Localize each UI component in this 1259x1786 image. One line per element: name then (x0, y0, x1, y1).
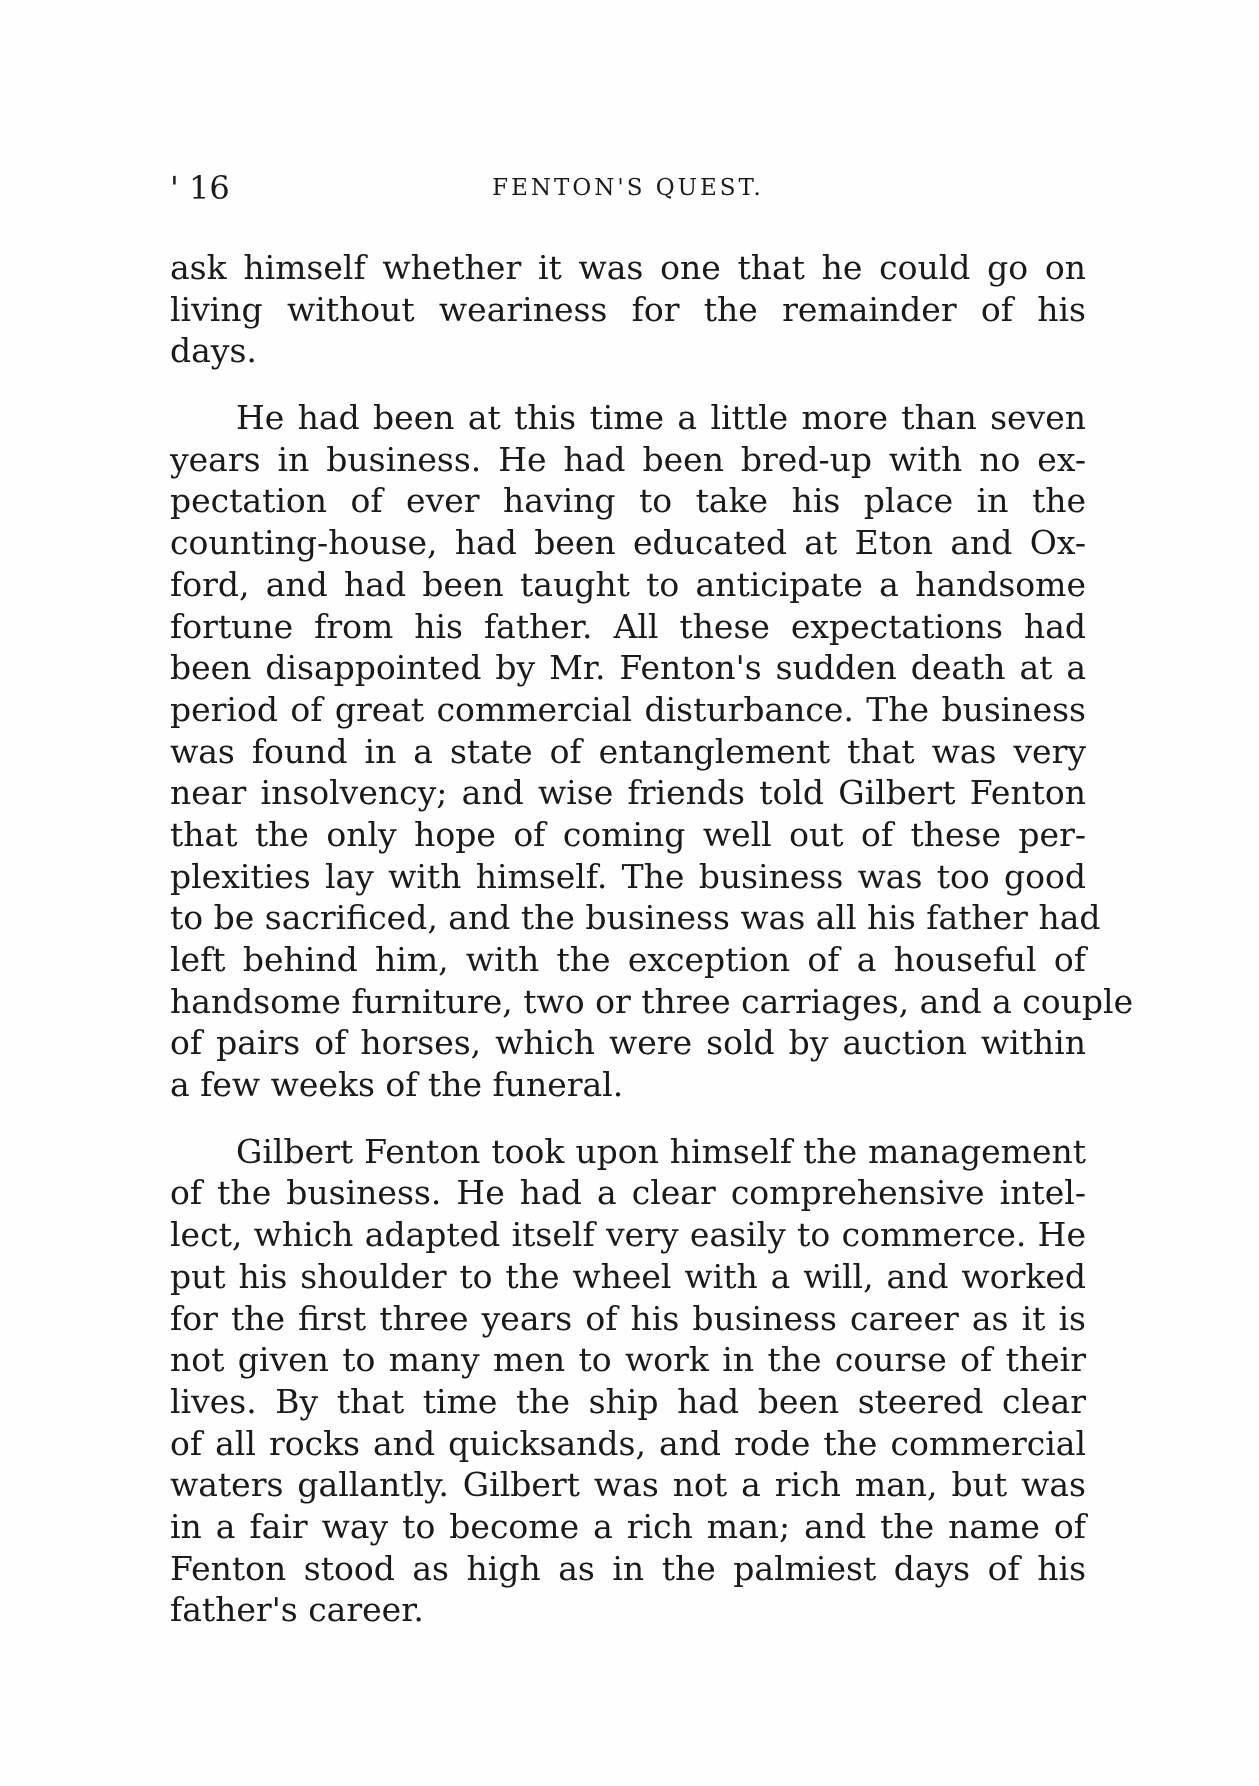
text-line: fortune from his father. All these expectations had (170, 606, 1086, 646)
text-line: counting-house, had been educated at Eton and Ox- (170, 523, 1086, 563)
text-line: that the only hope of coming well out of these per- (170, 814, 1086, 854)
text-line: years in business. He had been bred-up with no ex- (170, 439, 1086, 479)
text-line: lives. By that time the ship had been steered clear (170, 1381, 1086, 1421)
text-line: ask himself whether it was one that he could go on (170, 248, 1086, 287)
text-line: father's career. (170, 1590, 424, 1630)
paragraph-3 (170, 1131, 1086, 1631)
text-line: was found in a state of entanglement that was very (170, 731, 1086, 771)
body-text (170, 247, 1134, 1631)
text-line: Gilbert Fenton took upon himself the management (236, 1131, 1086, 1171)
text-line: in a fair way to become a rich man; and the name of (170, 1506, 1086, 1546)
text-line: of pairs of horses, which were sold by auction within (170, 1023, 1086, 1063)
text-line: He had been at this time a little more than seven (236, 398, 1086, 438)
text-line: Fenton stood as high as in the palmiest days of his (170, 1548, 1086, 1588)
page-number: ' 16 (170, 169, 230, 207)
text-line: ford, and had been taught to anticipate a handsome (170, 564, 1086, 604)
text-line: a few weeks of the funeral. (170, 1065, 624, 1105)
paragraph-1 (170, 247, 1086, 372)
page-header (170, 168, 1086, 208)
text-line: left behind him, with the exception of a houseful of (170, 940, 1086, 979)
text-line: put his shoulder to the wheel with a will, and worked (170, 1256, 1086, 1296)
text-line: plexities lay with himself. The business was too good (170, 856, 1086, 896)
text-line: for the first three years of his business career as it is (170, 1298, 1086, 1338)
paragraph-2 (170, 397, 1134, 1106)
text-line: been disappointed by Mr. Fenton's sudden death at a (170, 648, 1086, 688)
text-line: to be sacrificed, and the business was all his father had (170, 898, 1101, 938)
text-line: pectation of ever having to take his place in the (170, 481, 1086, 521)
running-title: FENTON'S QUEST. (492, 175, 764, 201)
text-line: waters gallantly. Gilbert was not a rich man, but was (170, 1465, 1086, 1505)
text-line: days. (170, 331, 257, 371)
text-line: near insolvency; and wise friends told Gilbert Fenton (170, 773, 1086, 813)
text-line: handsome furniture, two or three carriages, and a couple (170, 981, 1134, 1021)
text-line: of the business. He had a clear comprehensive intel- (170, 1173, 1086, 1213)
text-line: of all rocks and quicksands, and rode the commercial (170, 1423, 1086, 1463)
text-line: living without weariness for the remainder of his (170, 289, 1086, 329)
text-line: lect, which adapted itself very easily to commerce. He (170, 1215, 1086, 1255)
text-line: not given to many men to work in the course of their (170, 1340, 1086, 1380)
text-line: period of great commercial disturbance. The business (170, 689, 1086, 729)
